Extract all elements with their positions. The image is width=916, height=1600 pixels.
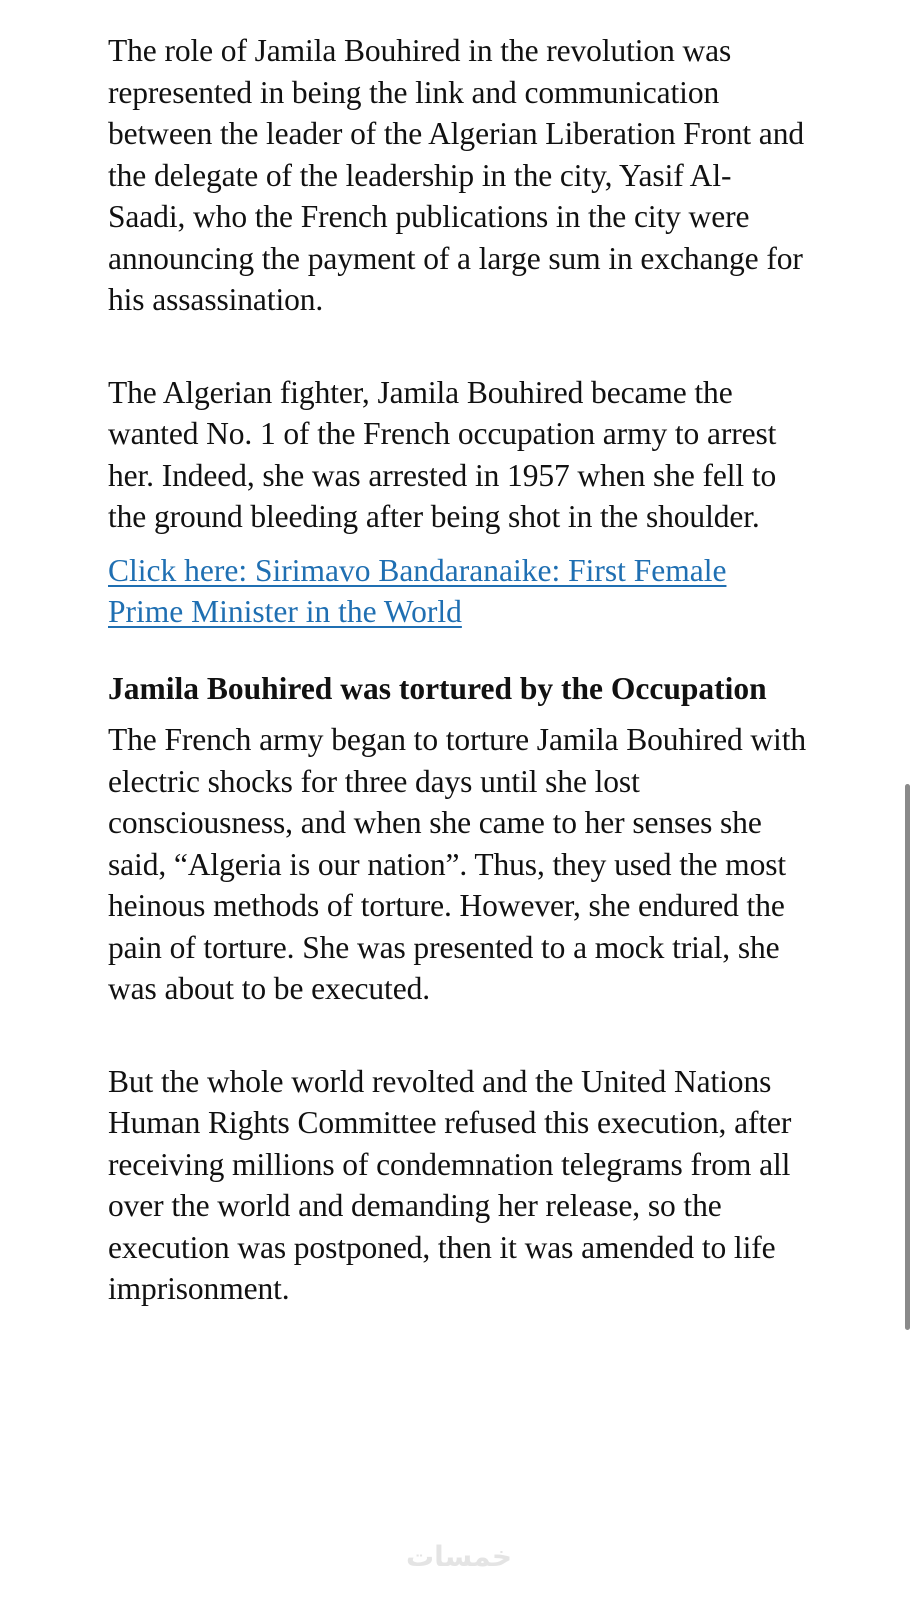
section-heading: Jamila Bouhired was tortured by the Occupation: [108, 670, 767, 706]
paragraph-arrest: The Algerian fighter, Jamila Bouhired became the wanted No. 1 of the French occupation army to arrest her. Indeed, she was arrested in 1957 when she fell to the ground bleeding after being shot in the shoulder.: [108, 374, 777, 534]
article-body: [108, 30, 808, 1310]
vertical-scrollbar[interactable]: [905, 784, 910, 1330]
watermark-logo: خمسات: [405, 1540, 513, 1573]
paragraph-world-revolt: But the whole world revolted and the United Nations Human Rights Committee refused this execution, after receiving millions of condemnation telegrams from all over the world and demanding her release, so the execution was postponed, then it was amended to life imprisonment.: [108, 1063, 792, 1306]
paragraph-torture: The French army began to torture Jamila Bouhired with electric shocks for three days until she lost consciousness, and when she came to her senses she said, “Algeria is our nation”. Thus, they used the most heinous methods of torture. However, she endured the pain of torture. She was presented to a mock trial, she was about to be executed.: [108, 722, 807, 1006]
related-article-link[interactable]: Click here: Sirimavo Bandaranaike: First Female Prime Minister in the World: [108, 552, 727, 629]
paragraph-role: The role of Jamila Bouhired in the revolution was represented in being the link and communication between the leader of the Algerian Liberation Front and the delegate of the leadership in the city, Yasif Al-Saadi, who the French publications in the city were announcing the payment of a large sum in exchange for his assassination.: [108, 33, 804, 317]
